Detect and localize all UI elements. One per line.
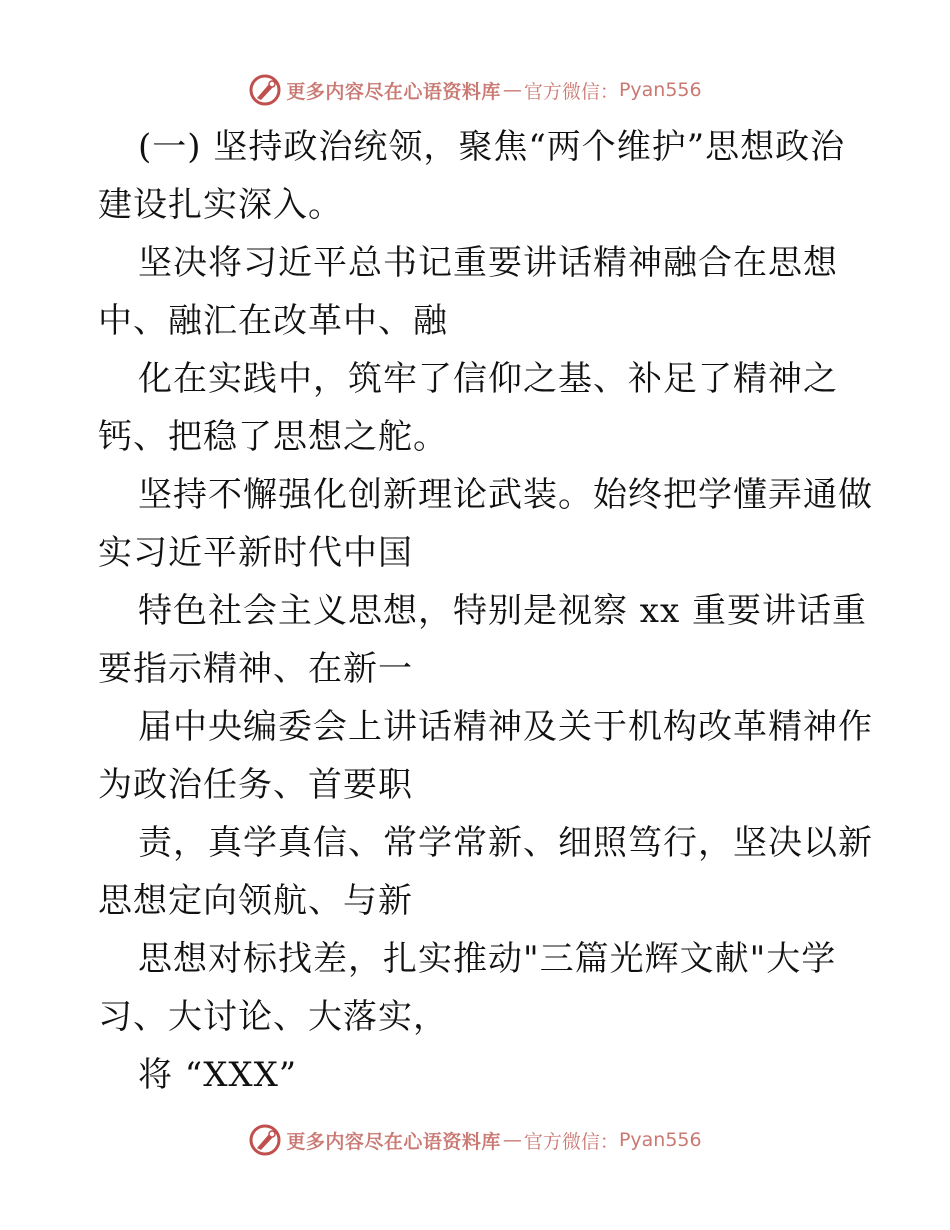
watermark-wechat-id: Pyan556 (618, 1129, 702, 1151)
text-line: 中、融汇在改革中、融 (98, 301, 448, 341)
text-line: 钙、把稳了思想之舵。 (98, 417, 448, 457)
pen-logo-icon (248, 1123, 282, 1157)
watermark-wechat-label: 官方微信： (523, 1130, 619, 1153)
text-line: 将 “XXX” (138, 1055, 298, 1095)
text-line: 特色社会主义思想，特别是视察 xx 重要讲话重 (138, 591, 867, 631)
text-line: 实习近平新时代中国 (98, 533, 413, 573)
pen-logo-icon (248, 73, 282, 107)
text-line: 习、大讨论、大落实， (98, 997, 448, 1037)
text-line: 为政治任务、首要职 (98, 765, 413, 805)
text-line: 化在实践中，筑牢了信仰之基、补足了精神之 (138, 359, 838, 399)
text-line: (一) 坚持政治统领，聚焦“两个维护”思想政治 (138, 127, 846, 167)
watermark-wechat-label: 官方微信： (523, 80, 619, 103)
text-line: 要指示精神、在新一 (98, 649, 413, 689)
header-watermark (0, 70, 950, 110)
text-line: 思想定向领航、与新 (98, 881, 413, 921)
watermark-site-text: 更多内容尽在心语资料库 (286, 1130, 501, 1153)
watermark-site-text: 更多内容尽在心语资料库 (286, 80, 501, 103)
footer-watermark (0, 1120, 950, 1160)
text-line: 思想对标找差，扎实推动"三篇光辉文献"大学 (138, 939, 837, 979)
text-line: 责，真学真信、常学常新、细照笃行，坚决以新 (138, 823, 873, 863)
watermark-wechat-id: Pyan556 (618, 79, 702, 101)
text-line: 建设扎实深入。 (98, 185, 343, 225)
watermark-separator: — (502, 1129, 522, 1151)
text-line: 坚持不懈强化创新理论武装。始终把学懂弄通做 (138, 475, 873, 515)
text-line: 坚决将习近平总书记重要讲话精神融合在思想 (138, 243, 838, 283)
text-line: 届中央编委会上讲话精神及关于机构改革精神作 (138, 707, 873, 747)
watermark-separator: — (502, 79, 522, 101)
